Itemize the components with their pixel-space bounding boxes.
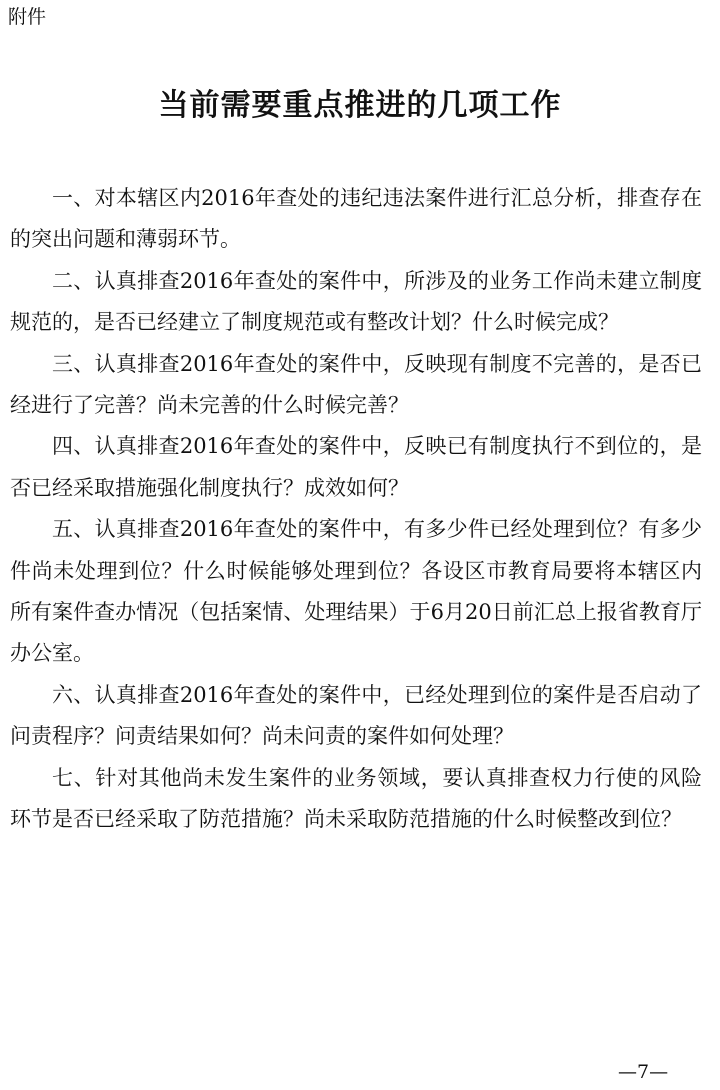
document-title: 当前需要重点推进的几项工作 xyxy=(158,88,562,123)
paragraph-item-2: 二、认真排查2016年查处的案件中，所涉及的业务工作尚未建立制度规范的，是否已经建立了制度规范或有整改计划？什么时候完成？ xyxy=(10,268,702,335)
page-number: —7— xyxy=(618,1061,669,1083)
document-body xyxy=(10,178,702,841)
paragraph-item-4: 四、认真排查2016年查处的案件中，反映已有制度执行不到位的，是否已经采取措施强化制度执行？成效如何？ xyxy=(10,434,702,500)
paragraph-item-3: 三、认真排查2016年查处的案件中，反映现有制度不完善的，是否已经进行了完善？尚未完善的什么时候完善？ xyxy=(10,351,702,418)
paragraph-item-6: 六、认真排查2016年查处的案件中，已经处理到位的案件是否启动了问责程序？问责结果如何？尚未问责的案件如何处理？ xyxy=(10,682,702,749)
paragraph-item-1: 一、对本辖区内2016年查处的违纪违法案件进行汇总分析，排查存在的突出问题和薄弱环节。 xyxy=(10,186,702,252)
paragraph-item-7: 七、针对其他尚未发生案件的业务领域，要认真排查权力行使的风险环节是否已经采取了防范措施？尚未采取防范措施的什么时候整改到位？ xyxy=(10,765,702,832)
attachment-label: 附件 xyxy=(8,6,47,28)
paragraph-item-5: 五、认真排查2016年查处的案件中，有多少件已经处理到位？有多少件尚未处理到位？什么时候能够处理到位？各设区市教育局要将本辖区内所有案件查办情况（包括案情、处理结果）于6月20日前汇总上报省教育厅办公室。 xyxy=(10,517,702,666)
